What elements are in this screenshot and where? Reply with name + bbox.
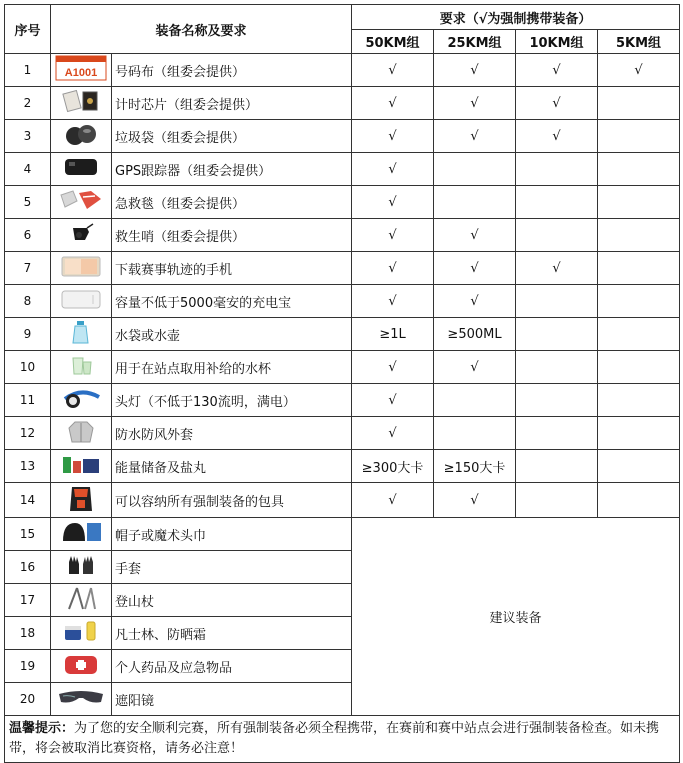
item-name: 用于在站点取用补给的水杯: [112, 351, 352, 384]
gps-tracker-icon: [59, 154, 103, 184]
item-name: 急救毯（组委会提供）: [112, 186, 352, 219]
row-number: 6: [5, 219, 51, 252]
mark-25km: [434, 186, 516, 219]
table-row: [5, 153, 680, 186]
row-number: 19: [5, 650, 51, 683]
row-number: 15: [5, 518, 51, 551]
row-number: 1: [5, 54, 51, 87]
item-name: 能量储备及盐丸: [112, 450, 352, 483]
mark-50km: √: [352, 483, 434, 518]
cup-icon: [61, 352, 101, 382]
mark-5km: [598, 219, 680, 252]
row-number: 2: [5, 87, 51, 120]
header-group-50km: 50KM组: [352, 30, 434, 54]
mark-10km: √: [516, 120, 598, 153]
mark-5km: [598, 120, 680, 153]
mark-10km: [516, 384, 598, 417]
table-row: [5, 252, 680, 285]
equipment-table: [4, 4, 680, 763]
item-name: 凡士林、防晒霜: [112, 617, 352, 650]
table-row: [5, 285, 680, 318]
mark-5km: [598, 351, 680, 384]
mark-5km: [598, 252, 680, 285]
whistle-icon: [61, 220, 101, 250]
mark-50km: √: [352, 417, 434, 450]
table-row: [5, 87, 680, 120]
row-number: 12: [5, 417, 51, 450]
item-name: 遮阳镜: [112, 683, 352, 716]
bib-number-text: A1001: [64, 67, 98, 79]
mark-5km: [598, 318, 680, 351]
row-number: 8: [5, 285, 51, 318]
mark-50km: √: [352, 87, 434, 120]
table-row: [5, 417, 680, 450]
mark-50km: √: [352, 186, 434, 219]
item-name: 号码布（组委会提供）: [112, 54, 352, 87]
item-name: 水袋或水壶: [112, 318, 352, 351]
sunglasses-icon: [55, 684, 107, 714]
table-row: [5, 219, 680, 252]
table-row: [5, 351, 680, 384]
backpack-icon: [61, 483, 101, 517]
mark-5km: [598, 417, 680, 450]
header-group-5km: 5KM组: [598, 30, 680, 54]
mark-10km: [516, 219, 598, 252]
mark-10km: [516, 153, 598, 186]
note-text: 为了您的安全顺利完赛，所有强制装备必须全程携带，在赛前和赛中站点会进行强制装备检查。如未携带，将会被取消比赛资格，请务必注意！: [9, 721, 660, 756]
row-number: 20: [5, 683, 51, 716]
item-name: 头灯（不低于130流明，满电）: [112, 384, 352, 417]
header-item: 装备名称及要求: [51, 5, 352, 54]
mark-50km: √: [352, 54, 434, 87]
item-name: 下载赛事轨迹的手机: [112, 252, 352, 285]
item-name: 垃圾袋（组委会提供）: [112, 120, 352, 153]
energy-gel-icon: [57, 451, 105, 481]
mark-50km: √: [352, 120, 434, 153]
row-number: 10: [5, 351, 51, 384]
header-group-10km: 10KM组: [516, 30, 598, 54]
table-row: [5, 54, 680, 87]
mark-10km: [516, 285, 598, 318]
mark-10km: [516, 417, 598, 450]
mark-5km: [598, 285, 680, 318]
first-aid-kit-icon: [59, 651, 103, 681]
mark-10km: √: [516, 252, 598, 285]
mark-5km: [598, 186, 680, 219]
item-name: 计时芯片（组委会提供）: [112, 87, 352, 120]
mark-10km: [516, 318, 598, 351]
mark-25km: √: [434, 219, 516, 252]
gloves-icon: [61, 552, 101, 582]
note-label: 温馨提示：: [9, 721, 75, 736]
item-name: 防水防风外套: [112, 417, 352, 450]
mark-5km: [598, 483, 680, 518]
table-row: [5, 120, 680, 153]
mark-25km: √: [434, 351, 516, 384]
table-row: [5, 318, 680, 351]
item-name: 帽子或魔术头巾: [112, 518, 352, 551]
mark-25km: [434, 384, 516, 417]
row-number: 3: [5, 120, 51, 153]
mark-25km: √: [434, 120, 516, 153]
mark-50km: √: [352, 285, 434, 318]
table-row: [5, 518, 680, 551]
jacket-icon: [61, 418, 101, 448]
mark-25km: √: [434, 483, 516, 518]
item-name: 登山杖: [112, 584, 352, 617]
mark-50km: ≥300大卡: [352, 450, 434, 483]
item-name: 可以容纳所有强制装备的包具: [112, 483, 352, 518]
mark-5km: [598, 153, 680, 186]
mark-10km: √: [516, 87, 598, 120]
mark-5km: √: [598, 54, 680, 87]
row-number: 4: [5, 153, 51, 186]
hat-icon: [57, 519, 105, 549]
emergency-blanket-icon: [57, 187, 105, 217]
table-row: [5, 450, 680, 483]
table-row: [5, 483, 680, 518]
recommended-equipment-label: 建议装备: [352, 518, 680, 716]
row-number: 7: [5, 252, 51, 285]
mark-10km: [516, 186, 598, 219]
mark-50km: √: [352, 351, 434, 384]
item-name: 个人药品及应急物品: [112, 650, 352, 683]
mark-25km: [434, 417, 516, 450]
timing-chip-icon: [59, 88, 103, 118]
mark-10km: [516, 351, 598, 384]
item-name: 救生哨（组委会提供）: [112, 219, 352, 252]
vaseline-icon: [59, 618, 103, 648]
mark-50km: √: [352, 384, 434, 417]
item-name: GPS跟踪器（组委会提供）: [112, 153, 352, 186]
mark-50km: ≥1L: [352, 318, 434, 351]
mark-25km: ≥500ML: [434, 318, 516, 351]
mark-50km: √: [352, 153, 434, 186]
trekking-poles-icon: [61, 585, 101, 615]
table-row: [5, 186, 680, 219]
row-number: 13: [5, 450, 51, 483]
header-requirement: 要求（√为强制携带装备）: [352, 5, 680, 30]
water-bottle-icon: [61, 319, 101, 349]
table-row: [5, 384, 680, 417]
trash-bag-icon: [61, 121, 101, 151]
mark-10km: [516, 450, 598, 483]
mark-25km: [434, 153, 516, 186]
row-number: 5: [5, 186, 51, 219]
row-number: 9: [5, 318, 51, 351]
mark-25km: √: [434, 252, 516, 285]
row-number: 18: [5, 617, 51, 650]
row-number: 16: [5, 551, 51, 584]
mark-5km: [598, 87, 680, 120]
power-bank-icon: [57, 286, 105, 316]
mark-10km: √: [516, 54, 598, 87]
item-name: 容量不低于5000毫安的充电宝: [112, 285, 352, 318]
warm-reminder: [5, 716, 680, 763]
mark-50km: √: [352, 219, 434, 252]
item-name: 手套: [112, 551, 352, 584]
race-bib-icon: [55, 55, 107, 85]
mark-25km: ≥150大卡: [434, 450, 516, 483]
row-number: 17: [5, 584, 51, 617]
row-number: 14: [5, 483, 51, 518]
mark-10km: [516, 483, 598, 518]
mark-50km: √: [352, 252, 434, 285]
mark-5km: [598, 384, 680, 417]
headlamp-icon: [57, 385, 105, 415]
mark-25km: √: [434, 87, 516, 120]
phone-icon: [57, 253, 105, 283]
mark-25km: √: [434, 54, 516, 87]
header-group-25km: 25KM组: [434, 30, 516, 54]
header-seq: 序号: [5, 5, 51, 54]
row-number: 11: [5, 384, 51, 417]
mark-25km: √: [434, 285, 516, 318]
mark-5km: [598, 450, 680, 483]
